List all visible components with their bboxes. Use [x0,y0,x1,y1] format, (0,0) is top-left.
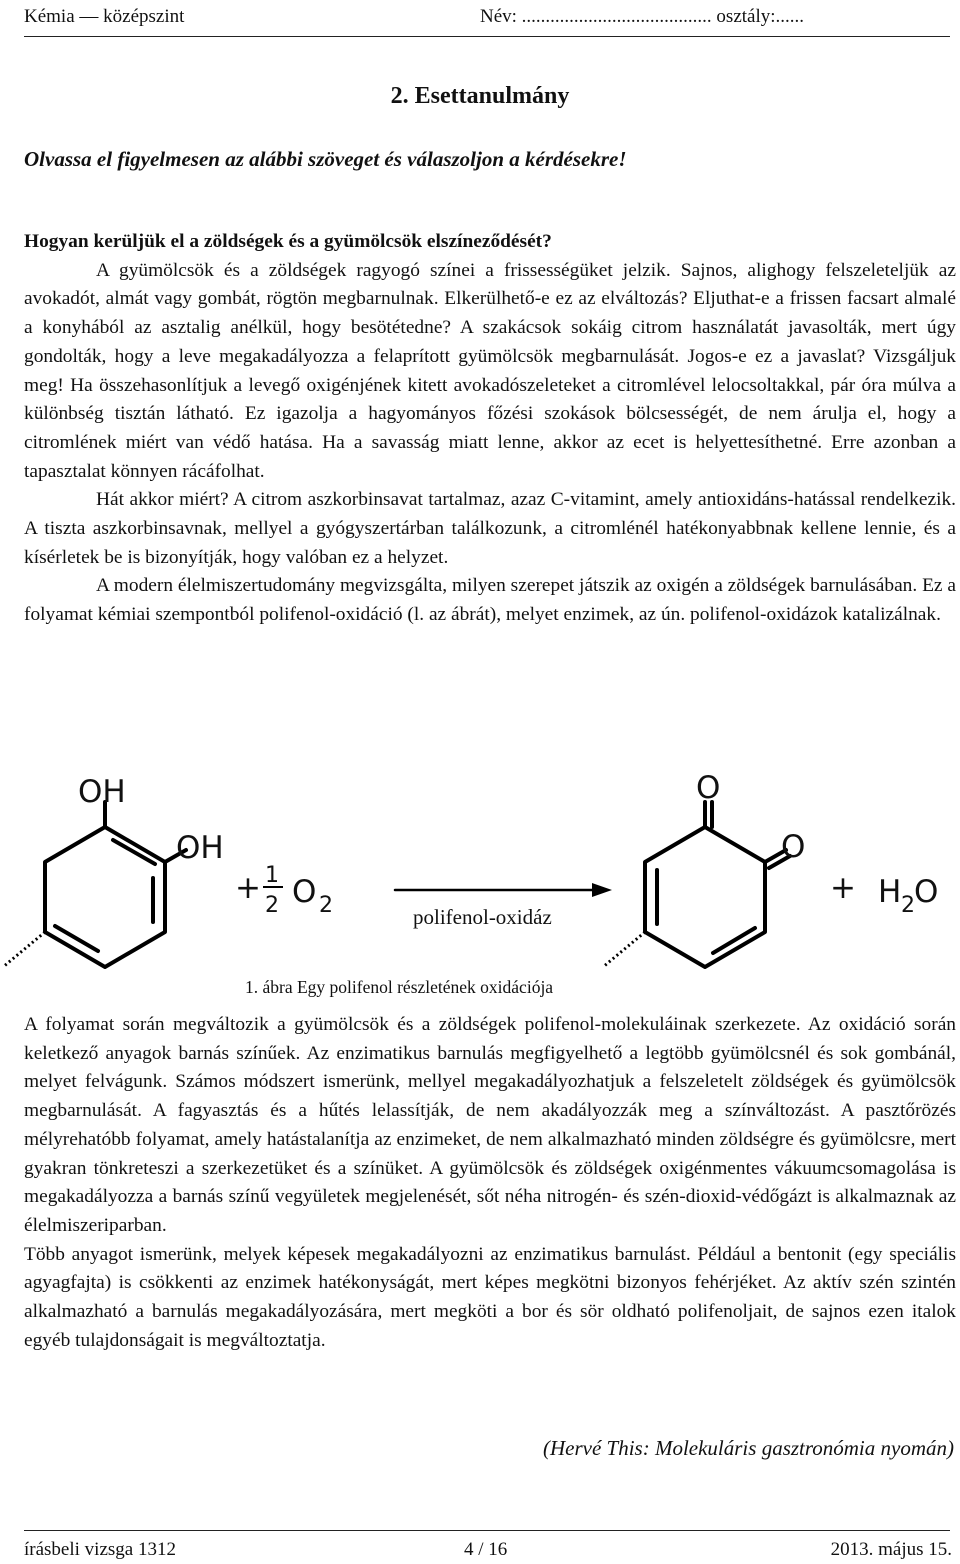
article-paragraph: A gyümölcsök és a zöldségek ragyogó színei a frissességüket jelzik. Sajnos, alighogy felszeleteljük az avokadót, almát vagy gombát, rögtön megbarnulnak. Elkerülhető-e ez az elváltozás? Eljuthat-e a frissen facsart almalé a konyhából az asztalig anélkül, hogy besötétedne? A szakácsok sokáig citrom használatát javasolták, mert úgy gondolták, hogy a leve megakadályozza a felaprított gyümölcsök megbarnulását. Jogos-e ez a javaslat? Vizsgáljuk meg! Ha összehasonlítjuk a levegő oxigénjének kitett avokadószeleteket a citromlével lelocsoltakkal, pár óra múlva a különbség tisztán látható. Ez igazolja a hagyományos főzési szokások bölcsességét, de nem árulja el, hogy a citromlének miért van védő hatása. Ha a savasság miatt lenne, akkor az ecet is helyettesíthetné. Erre azonban a tapasztalat könnyen rácáfolhat. [24,259,956,482]
hydroxyl-label-2: OH [176,830,224,866]
hydroxyl-label-1: OH [78,774,126,810]
oxygen-label: O [292,874,317,910]
enzyme-label: polifenol-oxidáz [413,905,552,929]
article-heading: Hogyan kerüljük el a zöldségek és a gyümölcsök elszíneződését? [24,231,552,252]
article-body-bottom [24,1011,956,1355]
article-paragraph: Hát akkor miért? A citrom aszkorbinsavat tartalmaz, azaz C-vitamint, amely antioxidáns-hatással rendelkezik. A tiszta aszkorbinsavnak, mellyel a gyógyszertárban találkozunk, a citromlénél hatékonyabbnak kellene lennie, és a kísérletek be is bizonyítják, hogy valóban ez a helyzet. [24,489,956,568]
reaction-figure [0,760,960,1010]
source-citation: (Hervé This: Molekuláris gasztronómia nyomán) [542,1436,954,1460]
reaction-diagram [0,760,960,1010]
header-subject: Kémia — középszint [24,6,185,27]
carbonyl-label-2: O [781,829,806,865]
article-paragraph: A modern élelmiszertudomány megvizsgálta, milyen szerepet játszik az oxigén a zöldségek barnulásában. Ez a folyamat kémiai szempontból polifenol-oxidáció (l. az ábrát), melyet enzimek, az ún. polifenol-oxidázok katalizálnak. [24,575,956,626]
plus-sign: + [830,870,856,906]
page-header [24,2,952,32]
instruction: Olvassa el figyelmesen az alábbi szöveget és válaszoljon a kérdésekre! [24,147,627,171]
article-paragraph: Több anyagot ismerünk, melyek képesek megakadályozni az enzimatikus barnulást. Például a bentonit (egy speciális agyagfajta) is csökkenti az enzimek hatékonyságát, mert képes megkötni bizonyos fehérjéket. Az aktív szén szintén alkalmazható a barnulás megakadályozására, mert megköti a bor és sör oldható polifenoljait, de sajnos ezen italok egyéb tulajdonságait is megváltoztatja. [24,1243,956,1351]
oxygen-subscript: 2 [319,893,333,918]
article-body-top [24,228,956,630]
carbonyl-label-1: O [696,770,721,806]
footer-date: 2013. május 15. [830,1539,952,1560]
arrow-head [592,883,612,897]
quinone-ring [645,827,765,967]
header-divider [24,36,950,37]
section-title: 2. Esettanulmány [390,83,570,109]
footer-divider [24,1530,950,1531]
footer-exam-id: írásbeli vizsga 1312 [24,1539,176,1560]
figure-caption: 1. ábra Egy polifenol részletének oxidációja [245,977,554,997]
article-paragraph: A folyamat során megváltozik a gyümölcsök és a zöldségek polifenol-molekuláinak szerkezete. Az oxidáció során keletkező anyagok barnás színűek. Az enzimatikus barnulás megfigyelhető a legtöbb gyümölcsnél és sok gombánál, melyet felvágunk. Számos módszert ismerünk, mellyel megakadályozhatjuk a felszeletelt zöldségek és gyümölcsök megbarnulását. A fagyasztás és a hűtés lelassítják, de nem akadályozzák meg a színváltozást. A pasztőrözés mélyrehatóbb folyamat, amely hatástalanítja az enzimeket, de nem alkalmazható minden zöldségre és gyümölcsre, mert gyakran tönkreteszi a szerkezetüket és a színüket. A gyümölcsök és zöldségek oxigénmentes vákuumcsomagolása is megakadályozza a barnás színű vegyületek megjelenését, sőt néha nitrogén- és szén-dioxid-védőgázt is alkalmaznak az élelmiszeriparban. [24,1014,956,1236]
fraction-denominator: 2 [265,893,279,918]
fraction-numerator: 1 [265,863,279,888]
header-name-field: Név: ........................................ osztály:...... [480,6,805,27]
plus-sign: + [235,870,261,906]
water-h-label: H [878,874,902,910]
page-number: 4 / 16 [464,1539,508,1560]
water-o-label: O [914,874,939,910]
catechol-ring [45,827,165,967]
water-subscript: 2 [901,893,915,918]
